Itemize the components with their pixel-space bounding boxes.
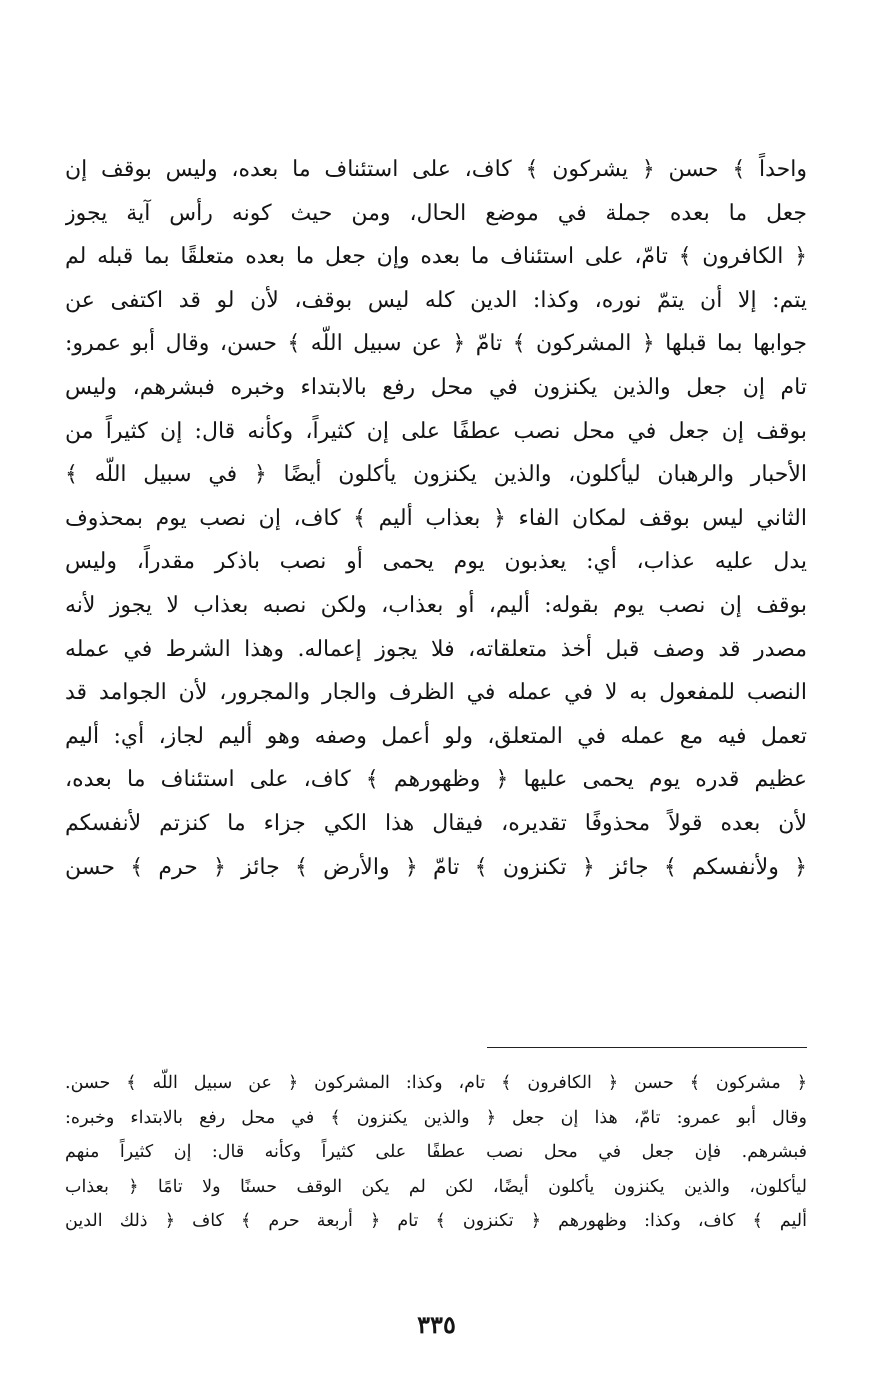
main-text-line: يتم: إلا أن يتمّ نوره، وكذا: الدين كله ليس بوقف، لأن لو قد اكتفى عن [65, 287, 807, 313]
page-number: ٣٣٥ [417, 1310, 456, 1339]
main-text-line: بوقف إن جعل في محل نصب عطفًا على إن كثيراً، وكأنه قال: إن كثيراً من [65, 418, 807, 444]
main-text-line: واحداً ﴾ حسن ﴿ يشركون ﴾ كاف، على استئناف ما بعده، وليس بوقف إن [65, 157, 807, 182]
main-text-line: لأن بعده قولاً محذوفًا تقديره، فيقال هذا الكي جزاء ما كنزتم لأنفسكم [65, 810, 807, 836]
footnotes-block [65, 1066, 807, 1239]
footnote-line: ﴿ مشركون ﴾ حسن ﴿ الكافرون ﴾ تام، وكذا: المشركون ﴿ عن سبيل اللّه ﴾ حسن. [65, 1073, 807, 1093]
footnote-line: أليم ﴾ كاف، وكذا: وظهورهم ﴿ تكنزون ﴾ تام ﴿ أربعة حرم ﴾ كاف ﴿ ذلك الدين [65, 1211, 807, 1231]
main-text-line: تعمل فيه مع عمله في المتعلق، ولو أعمل وصفه وهو أليم لجاز، أي: أليم [65, 723, 807, 749]
main-text-line: جوابها بما قبلها ﴿ المشركون ﴾ تامّ ﴿ عن سبيل اللّه ﴾ حسن، وقال أبو عمرو: [65, 331, 807, 357]
main-text-line: مصدر قد وصف قبل أخذ متعلقاته، فلا يجوز إعماله. وهذا الشرط في عمله [65, 636, 807, 662]
footnote-line: ليأكلون، والذين يكنزون يأكلون أيضًا، لكن لم يكن الوقف حسنًا ولا تامًا ﴿ بعذاب [65, 1176, 807, 1197]
footnote-divider [487, 1047, 807, 1048]
footnote-line: وقال أبو عمرو: تامّ، هذا إن جعل ﴿ والذين يكنزون ﴾ في محل رفع بالابتداء وخبره: [65, 1107, 807, 1128]
main-text-line: ﴿ ولأنفسكم ﴾ جائز ﴿ تكنزون ﴾ تامّ ﴿ والأرض ﴾ جائز ﴿ حرم ﴾ حسن [65, 854, 807, 880]
main-text-line: ﴿ الكافرون ﴾ تامّ، على استئناف ما بعده وإن جعل ما بعده متعلقًا بما قبله لم [65, 244, 807, 270]
main-text-block [65, 148, 807, 889]
main-text-line: بوقف إن نصب يوم بقوله: أليم، أو بعذاب، ولكن نصبه بعذاب لا يجوز لأنه [65, 592, 807, 618]
main-text-line: يدل عليه عذاب، أي: يعذبون يوم يحمى أو نصب باذكر مقدراً، وليس [65, 549, 807, 575]
main-text-line: النصب للمفعول به لا في عمله في الظرف والجار والمجرور، لأن الجوامد قد [65, 680, 807, 706]
footnote-line: فبشرهم. فإن جعل في محل نصب عطفًا على كثيراً وكأنه قال: إن كثيراً منهم [65, 1142, 807, 1162]
main-text-line: الأحبار والرهبان ليأكلون، والذين يكنزون يأكلون أيضًا ﴿ في سبيل اللّه ﴾ [65, 462, 807, 488]
main-text-line: تام إن جعل والذين يكنزون في محل رفع بالابتداء وخبره فبشرهم، وليس [65, 374, 807, 400]
main-text-line: جعل ما بعده جملة في موضع الحال، ومن حيث كونه رأس آية يجوز [65, 200, 807, 226]
main-text-line: الثاني ليس بوقف لمكان الفاء ﴿ بعذاب أليم ﴾ كاف، إن نصب يوم بمحذوف [65, 505, 807, 531]
main-text-line: عظيم قدره يوم يحمى عليها ﴿ وظهورهم ﴾ كاف، على استئناف ما بعده، [65, 767, 807, 793]
